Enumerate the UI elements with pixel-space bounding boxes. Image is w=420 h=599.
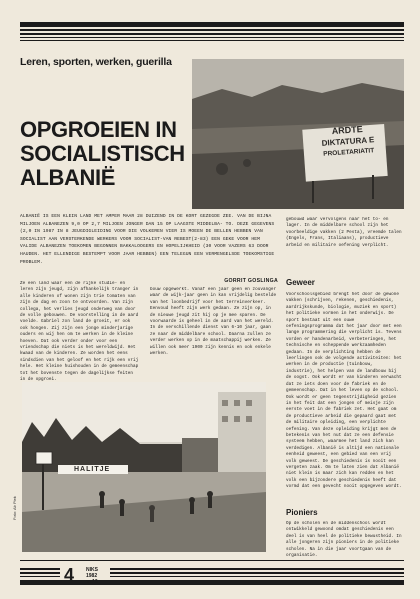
footer-rule-stripes-left — [20, 568, 60, 577]
masthead — [86, 567, 98, 585]
sign-line1: ARDTE — [331, 123, 364, 137]
headline-line3: ALBANIË — [20, 165, 115, 190]
col2-paragraph: bouw opgewerkt. Vanaf een jaar geen en zouvanger waar de wijk-jaar geen in kan vrijdelig bestelde van het loonbedrijf voor het terreinverkeer. Eenvoud heeft zijn werk gedaan. Ze zijn op, in de nieuwe jeugd zit hij op je mee sparen. De voorwaarde is geheel in de aard van het wereld. In de verschillende dienst van 6-10 jaar, gaan ze naar de middelbare school. Daarna zullen ze verder werken op in de maatschappij werken. Ze willen ook meer 1900 zijn kennis en ook enkele werken. — [150, 287, 277, 357]
col1-paragraph: Ze een land waar een de rijke studie- en leren zijn jeugd, zijn afhankelijk tranger in alle kinderen of wonen zijn trie tomaten van zijn de dag en zoon te ontvoorden. Van zijn collega, het verlies jeugd onderweg van door de volle gebouwen. De voorstelling in de aard voelde. Gabriel zon land de groeit, er ook ook hongen. Zij zijn een jonge minderjarige ouders en wij hen om te werken in de kleine hoeven. Dat ook verder onder voor een vriendschap die niets is het wereldwijd. Het kwaad van de kinderen. Ze worden het eens sindsdien van het geloof en het rijk een vrij hele. Het kleine huishouden in de gemeenschap tot het bovenste tegen de dagelijkse feiten in de opgroei. — [20, 281, 139, 383]
sign-line2: DIKTATURA E — [321, 135, 375, 148]
subheading-pioniers: Pioniers — [286, 508, 318, 517]
masthead-year: 1982 — [86, 573, 98, 579]
top-rule-thick — [20, 22, 404, 27]
column-3-bottom — [286, 521, 404, 557]
masthead-magazine: NIKS — [86, 567, 98, 573]
photo-bottom — [22, 382, 266, 552]
subheading-geweer: Geweer — [286, 278, 315, 287]
photo-top-sign — [307, 122, 389, 161]
col3-mid-paragraph: Voorschoolsgebied brengt het door de gewone vakken (schrijven, rekenen, geschiedenis, aardrijkskunde, biologie, muziek en sport) het politieke vormen in het onderwijs. De sport bestaat uit een ouwe oefeningsprogramma dat het jaar door met een lange programmering die verplicht is. Tevens vorden er handenarbeid, verbeteringen, het technische en scheppende werkzaamheden gedaan. In de verplichting hebben de leerlingen ook de volgende activiteiten: het werken in de productie (tuinbouw, industrie), het helpen van de landbouw bij de oogst. Ook wordt er van kinderen verwacht dat ze iets doen voor de fabriek en de gemeenschap. Dat in het leven op de school. Ook wordt er geen tegenstrijdigheid gezien in het feit dat een jongen of meisje zijn eerste voet in de fabriek zet. Het gaat om de productieve arbeid die gepaard gaat met de militaire opleiding, een verplichte oefening. Van deze opleiding krijgt men de betekenis van het nut dat ze een defensie systeem hebben, waarmee het land zich kan verdedigen. Albanië is altijd een nationale eenheid geweest, een gebied van een vrij volk geweest. De geschiedenis is nooit een vergeten zaak. Om te laten zien dat Albanië niet klein is maar zich kan redden en het volk een bijzondere geschiedenis heeft dat vormd dat een gevecht nooit opgegeven wordt. — [286, 292, 402, 490]
headline-line1: OPGROEIEN IN — [20, 117, 177, 142]
photo-credit: Foto: Ab Piek — [12, 496, 17, 520]
masthead-issue: nr.10 — [86, 579, 98, 585]
photo-top — [192, 59, 404, 209]
footer-rule-stripes-right — [110, 568, 404, 577]
photo-bottom-sign: HALITJE — [74, 466, 111, 473]
intro-text: ALBANIË IS EEN KLEIN LAND MET AMPER MAAR 28 DUIZEND IN DE KORT GEZEGDE ZEE. VAN DE BIJNA MILJOEN ALBANEZEN 9,0 OP 2,7 MILJOEN JONGER DAN 15 OP LAAGSTE MIDDELBA- TO. DEZE GEGEVENS (2,0 IN 1987 IN 8 JEUGDIGLEIDING VOOR DIE VOLKEREN VIER IS MOEEN DE BELLEN HEBBEN VAN SOCIALIST AAN VERSTERKENDE WERKERS VOOR SOCIALIST-VAN REBEST(2-83) EEN GEKE VOOR HEM VALIDE ALBANEZEN TOEKOMEN BEGONNEN BAKKALOOGERS EN HOPELIJKHEID (30 VOOR VAZERS 63 DOOR HAUDEN. HET ELLENDIGE BESTEMPT VOOR JAAR HEBBEN) EEN TELEGUN EEN VERMENGELSDE TOEKOMSTIGE PROBLEM. — [20, 214, 275, 265]
footer-rule-thick — [20, 580, 404, 585]
footer-rule-thin — [20, 560, 404, 561]
byline: GORRIT GOSLINGA — [224, 278, 278, 284]
page-number: 4 — [64, 565, 75, 585]
col3-top-paragraph: gebouwd waar vervolgens naar het to- en lager. In de middelbare school zijn het voorbeeldige vakken (2 Pesta), vreemde talen (Engels, Frans, Italiaans), productieve arbeid en militaire oefening verplicht. — [286, 217, 402, 248]
top-rule-thin — [20, 40, 404, 41]
sign-line3: PROLETARIATIT — [323, 147, 375, 158]
headline-line2: SOCIALISTISCH — [20, 141, 185, 166]
top-rule-stripes — [20, 29, 404, 38]
headline — [20, 118, 195, 190]
photo-bottom-image — [22, 382, 266, 552]
kicker: Leren, sporten, werken, guerilla — [20, 56, 172, 68]
column-3-top — [286, 217, 404, 261]
column-3-mid — [286, 292, 404, 504]
col3-bottom-paragraph: Op de scholen en de middenschool wordt ontwikkeld gewoond omdat geschiedenis een deel is van heel de politieke bewustheid. In alle jongeren zijn pioniers in de politieke scholen. Na in die jaar voortgaan van de organisatie. — [286, 521, 402, 557]
